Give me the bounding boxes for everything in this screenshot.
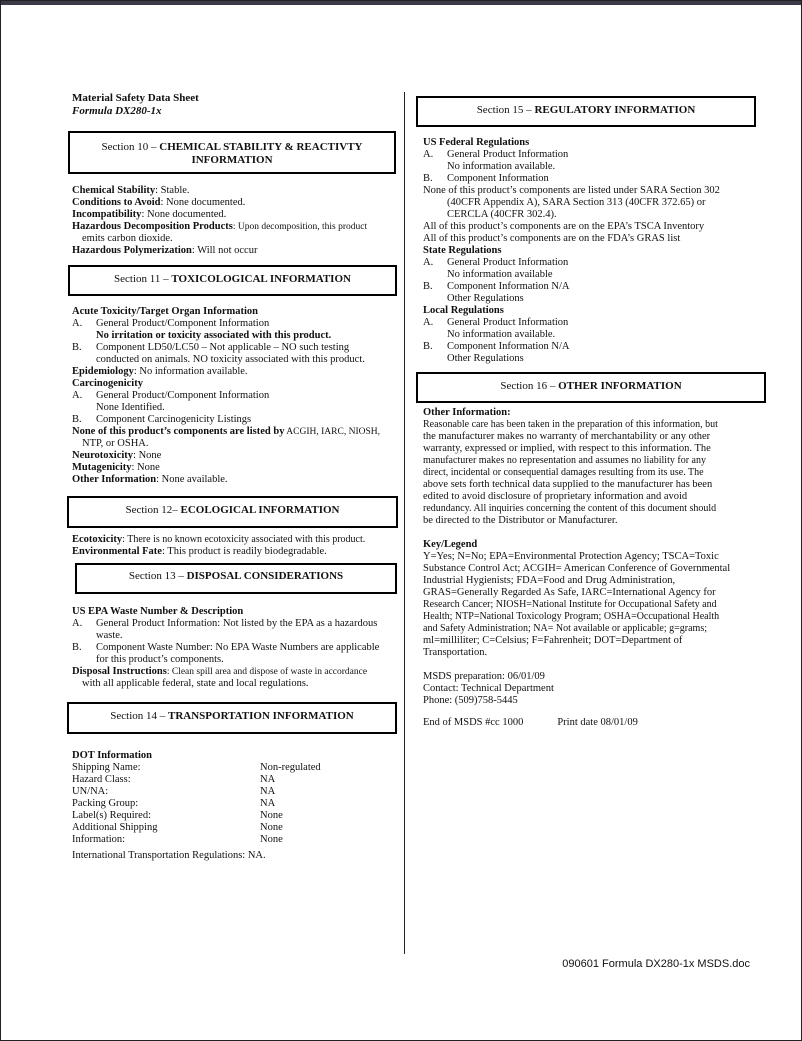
text-line: Disposal Instructions (72, 666, 167, 677)
text-line: A. (423, 149, 434, 160)
text-line: : This product is readily biodegradable. (161, 546, 327, 557)
text-line: : None documented. (141, 209, 227, 220)
text-line: manufacturer makes no representation and assumes no liability for any (423, 455, 706, 466)
text-line: None Identified. (96, 402, 165, 413)
text-line: Section 15 – (476, 104, 535, 116)
text-line: : Upon decomposition, this product (232, 222, 368, 232)
text-line: All of this product’s components are on the FDA’s GRAS list (423, 233, 681, 244)
text-line: GRAS=Generally Regarded As Safe, IARC=International Agency for (423, 587, 716, 598)
formula-name: Formula DX280-1x (72, 105, 162, 117)
text-line: Label(s) Required: (72, 810, 152, 821)
text-segment (72, 474, 402, 486)
text-line: General Product Information (447, 257, 569, 268)
text-segment (72, 209, 402, 221)
text-line: Component Information N/A (447, 281, 570, 292)
text-line: Other Regulations (447, 293, 524, 304)
text-line: Carcinogenicity (72, 378, 143, 389)
text-line: B. (423, 281, 433, 292)
text-line: No information available. (447, 161, 556, 172)
text-segment (423, 707, 768, 717)
text-line: Ecotoxicity (72, 534, 123, 545)
print-date: Print date 08/01/09 (557, 717, 638, 728)
text-segment (72, 426, 402, 438)
text-line: DISPOSAL CONSIDERATIONS (186, 570, 344, 582)
section-16-body (423, 407, 768, 729)
text-line: : Clean spill area and dispose of waste in accordance (166, 667, 368, 677)
text-line: B. (423, 341, 433, 352)
text-line: NA (260, 786, 276, 797)
text-line: above sets forth technical data supplied to the manufacturer has been (423, 479, 713, 490)
text-segment (423, 173, 768, 185)
text-line: Section 10 – (101, 141, 160, 153)
text-line: Health; NTP=National Toxicology Program; OSHA=Occupational Health (423, 611, 720, 622)
dot-info-heading: DOT Information (72, 750, 153, 761)
text-segment (72, 366, 402, 378)
text-line: Hazardous Polymerization (72, 245, 192, 256)
text-line: B. (423, 173, 433, 184)
text-line: Acute Toxicity/Target Organ Information (72, 306, 258, 317)
text-line: Non-regulated (260, 762, 321, 773)
dot-info-table (72, 762, 402, 852)
text-segment (423, 659, 768, 671)
text-segment (72, 197, 402, 209)
section-14-header (67, 702, 397, 734)
text-line: (40CFR Appendix A), SARA Section 313 (40CFR 372.65) or (447, 197, 706, 208)
text-line: US Federal Regulations (423, 137, 530, 148)
text-line: Shipping Name: (72, 762, 141, 773)
text-line: B. (72, 342, 82, 353)
document-header (72, 92, 199, 118)
text-line: Epidemiology (72, 366, 134, 377)
text-segment (72, 618, 402, 630)
text-line: Key/Legend (423, 539, 478, 550)
text-line: Conditions to Avoid (72, 197, 161, 208)
text-line: Other Information: (423, 407, 511, 418)
text-segment (72, 390, 402, 402)
text-segment (72, 450, 402, 462)
text-line: Substance Control Act; ACGIH= American Conference of Governmental (423, 563, 731, 574)
section-16-header (416, 372, 766, 403)
text-line: A. (72, 618, 83, 629)
text-line: Environmental Fate (72, 546, 162, 557)
text-line: Other Regulations (447, 353, 524, 364)
phone: Phone: (509)758-5445 (423, 695, 518, 706)
text-segment (72, 642, 402, 654)
text-line: for this product’s components. (96, 654, 224, 665)
text-line: Transportation. (423, 647, 488, 658)
text-line: warranty, expressed or implied, with respect to this information. The (423, 443, 711, 454)
text-line: None (260, 822, 283, 833)
text-segment (72, 221, 402, 233)
text-line: : There is no known ecotoxicity associated with this product. (122, 534, 366, 545)
text-line: ml=milliliter; C=Celsius; F=Fahrenheit; DOT=Department of (423, 635, 683, 646)
text-line: Neurotoxicity (72, 450, 134, 461)
text-segment (72, 534, 402, 546)
text-line: B. (72, 642, 82, 653)
text-line: Mutagenicity (72, 462, 132, 473)
text-line: A. (423, 257, 434, 268)
text-line: General Product Information (447, 149, 569, 160)
text-line: Chemical Stability (72, 185, 156, 196)
section-10-body (72, 185, 402, 257)
text-line: : Stable. (155, 185, 190, 196)
text-line: Section 11 – (114, 273, 172, 285)
msds-prep-date: MSDS preparation: 06/01/09 (423, 671, 545, 682)
text-segment (423, 149, 768, 161)
text-line: End of MSDS #cc 1000 (423, 717, 524, 728)
text-line: NA (260, 774, 276, 785)
text-line: Packing Group: (72, 798, 139, 809)
text-line: Other Information (72, 474, 157, 485)
text-line: : None (131, 462, 160, 473)
text-line: : None available. (156, 474, 228, 485)
section-12-body (72, 534, 402, 558)
text-line: A. (72, 390, 83, 401)
text-line: emits carbon dioxide. (82, 233, 173, 244)
text-line: Component Waste Number: No EPA Waste Numbers are applicable (96, 642, 380, 653)
text-line: Component Information N/A (447, 341, 570, 352)
text-line: General Product Information (447, 317, 569, 328)
text-line: NA (260, 798, 276, 809)
text-line: UN/NA: (72, 786, 109, 797)
text-line: CERCLA (40CFR 302.4). (447, 209, 557, 220)
text-segment (423, 317, 768, 329)
text-line: A. (423, 317, 434, 328)
text-line: TRANSPORTATION INFORMATION (168, 710, 354, 722)
text-line: A. (72, 318, 83, 329)
text-line: None of this product’s components are listed under SARA Section 302 (423, 185, 720, 196)
text-segment (72, 414, 402, 426)
text-line: conducted on animals. NO toxicity associated with this product. (96, 354, 365, 365)
text-segment (72, 318, 402, 330)
text-line: General Product Information: Not listed by the EPA as a hazardous (96, 618, 378, 629)
text-line: All of this product’s components are on the EPA’s TSCA Inventory (423, 221, 705, 232)
text-line: Information: (72, 834, 126, 845)
text-line: US EPA Waste Number & Description (72, 606, 244, 617)
section-11-body (72, 306, 402, 486)
text-line: No irritation or toxicity associated with this product. (96, 330, 332, 341)
text-line: Section 12– (125, 504, 181, 516)
text-line: None of this product’s components are listed by (72, 426, 285, 437)
text-line: INFORMATION (191, 154, 273, 166)
text-line: NTP, or OSHA. (82, 438, 149, 449)
text-line: Component Carcinogenicity Listings (96, 414, 252, 425)
section-13-body (72, 606, 402, 690)
text-segment (423, 527, 768, 539)
text-line: Component Information (447, 173, 549, 184)
text-line: Component LD50/LC50 – Not applicable – NO such testing (96, 342, 350, 353)
text-line: Local Regulations (423, 305, 504, 316)
text-line: : None (133, 450, 162, 461)
text-line: No information available. (447, 329, 556, 340)
text-line: : Will not occur (191, 245, 258, 256)
text-line: Y=Yes; N=No; EPA=Environmental Protection Agency; TSCA=Toxic (423, 551, 719, 562)
section-15-body (423, 137, 768, 365)
text-line: Section 13 – (128, 570, 187, 582)
text-segment (72, 185, 402, 197)
text-line: direct, incidental or consequential damages resulting from its use. The (423, 467, 704, 478)
text-line: None (260, 810, 283, 821)
text-line: Incompatibility (72, 209, 142, 220)
text-line: : No information available. (133, 366, 248, 377)
text-line: ACGIH, IARC, NIOSH, (284, 427, 380, 437)
text-line: Section 14 – (110, 710, 169, 722)
text-line: Additional Shipping (72, 822, 158, 833)
footer-filename: 090601 Formula DX280-1x MSDS.doc (562, 958, 750, 970)
text-line: General Product/Component Information (96, 318, 270, 329)
text-line: Research Cancer; NIOSH=National Institute for Occupational Safety and (423, 599, 717, 610)
text-line: No information available (447, 269, 553, 280)
text-line: OTHER INFORMATION (558, 380, 682, 392)
text-line: with all applicable federal, state and local regulations. (82, 678, 309, 689)
text-line: redundancy. All inquiries concerning the content of this document should (423, 503, 717, 514)
text-line: General Product/Component Information (96, 390, 270, 401)
text-segment (423, 281, 768, 293)
text-line: : None documented. (160, 197, 246, 208)
text-line: None (260, 834, 283, 845)
text-segment (423, 341, 768, 353)
text-segment (72, 546, 402, 558)
section-10-header (68, 131, 396, 174)
text-line: and Safety Administration; NA= Not available or applicable; g=grams; (423, 623, 707, 634)
text-line: B. (72, 414, 82, 425)
column-divider (404, 92, 405, 954)
end-of-msds (423, 717, 768, 729)
text-line: ECOLOGICAL INFORMATION (180, 504, 340, 516)
section-13-header (75, 563, 397, 594)
section-15-header (416, 96, 756, 127)
intl-transport: International Transportation Regulations: NA. (72, 850, 266, 861)
text-line: Hazardous Decomposition Products (72, 221, 233, 232)
text-segment (72, 245, 402, 257)
text-line: State Regulations (423, 245, 502, 256)
text-line: be directed to the Distributor or Manufacturer. (423, 515, 618, 526)
text-line: Reasonable care has been taken in the preparation of this information, but (423, 419, 718, 430)
text-line: Section 16 – (500, 380, 559, 392)
text-line: Industrial Hygienists; FDA=Food and Drug Administration, (423, 575, 676, 586)
text-line: waste. (96, 630, 123, 641)
text-segment (72, 342, 402, 354)
document-title: Material Safety Data Sheet (72, 92, 199, 104)
text-line: Hazard Class: (72, 774, 131, 785)
text-segment (423, 257, 768, 269)
text-line: CHEMICAL STABILITY & REACTIVTY (159, 141, 363, 153)
text-line: edited to avoid disclosure of proprietary information and avoid (423, 491, 688, 502)
text-segment (72, 666, 402, 678)
text-segment (72, 462, 402, 474)
text-line: REGULATORY INFORMATION (534, 104, 696, 116)
section-11-header (68, 265, 397, 296)
text-line: TOXICOLOGICAL INFORMATION (171, 273, 351, 285)
contact: Contact: Technical Department (423, 683, 554, 694)
section-12-header (67, 496, 398, 528)
text-line: the manufacturer makes no warranty of merchantability or any other (423, 431, 711, 442)
